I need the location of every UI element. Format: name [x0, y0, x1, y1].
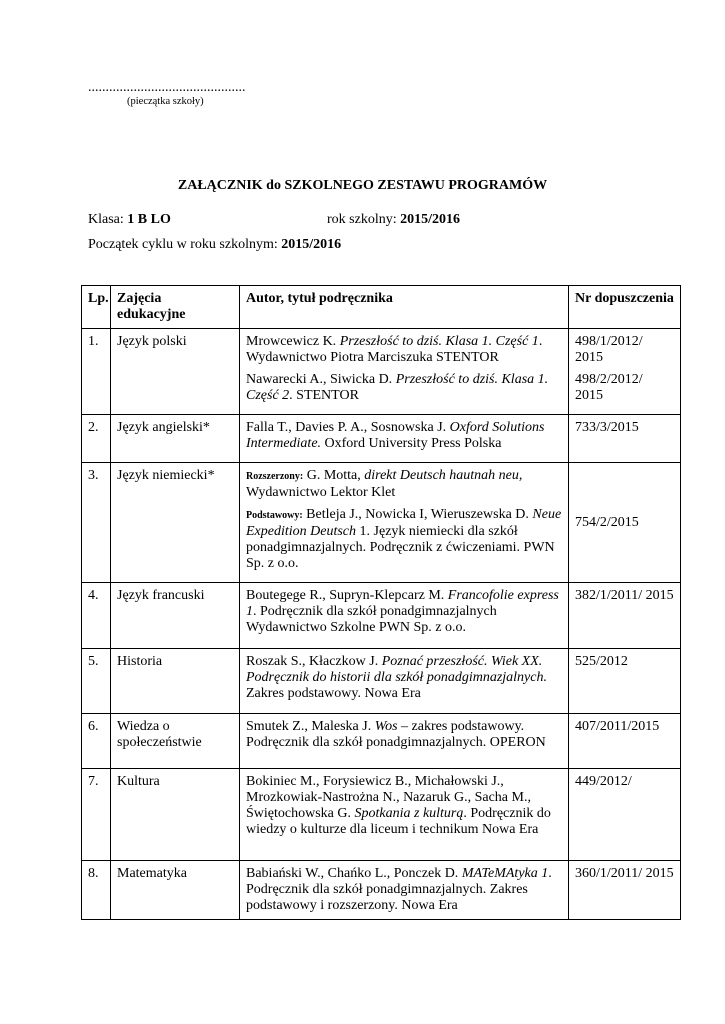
book-author: Smutek Z., Maleska J. — [246, 719, 375, 734]
header-subject: Zajęcia edukacyjne — [111, 286, 240, 329]
approval-number: 498/1/2012/ 2015 — [575, 334, 643, 365]
approval-number: 407/2011/2015 — [575, 719, 660, 734]
book-author: G. Motta, — [303, 468, 365, 483]
textbook-cell — [240, 329, 569, 415]
book-author: Mrowcewicz K. — [246, 334, 340, 349]
book-title: Francofolie express 1 — [246, 588, 559, 619]
approval-number: 525/2012 — [575, 654, 628, 669]
book-publisher: . Podręcznik do wiedzy o kulturze dla liceum i technikum Nowa Era — [246, 806, 551, 837]
cycle-label: Początek cyklu w roku szkolnym: — [88, 237, 278, 252]
class-label: Klasa: — [88, 212, 124, 227]
textbook-entry — [246, 420, 562, 452]
table-row — [82, 714, 681, 769]
book-author: Boutegege R., Supryn-Klepcarz M. — [246, 588, 448, 603]
school-year-value: 2015/2016 — [400, 212, 460, 227]
document-title: ZAŁĄCZNIK do SZKOLNEGO ZESTAWU PROGRAMÓW — [177, 178, 548, 193]
level-prefix: Rozszerzony: — [246, 471, 304, 482]
textbook-cell — [240, 463, 569, 583]
header-number: Nr dopuszczenia — [569, 286, 681, 329]
cycle-line — [88, 237, 341, 253]
header-lp: Lp. — [82, 286, 111, 329]
book-publisher: . Wydawnictwo Piotra Marciszuka STENTOR — [246, 334, 543, 365]
row-number: 7. — [82, 769, 111, 861]
row-number: 1. — [82, 329, 111, 415]
approval-number: 360/1/2011/ 2015 — [575, 866, 674, 881]
book-publisher: . STENTOR — [289, 388, 359, 403]
textbook-cell — [240, 769, 569, 861]
level-prefix: Podstawowy: — [246, 510, 303, 521]
book-title: Przeszłość to dziś. Klasa 1. Część 2 — [246, 372, 549, 403]
book-publisher: Zakres podstawowy. Nowa Era — [246, 686, 421, 701]
approval-number-cell — [569, 415, 681, 463]
class-line — [88, 212, 171, 228]
book-publisher: 1. Język niemiecki dla szkół ponadgimnazjalnych. Podręcznik z ćwiczeniami. PWN Sp. z o.o. — [246, 524, 555, 571]
approval-number: 449/2012/ — [575, 774, 632, 789]
book-author: Babiański W., Chańko L., Ponczek D. — [246, 866, 462, 881]
subject-name: Wiedza o społeczeństwie — [111, 714, 240, 769]
textbook-table — [81, 285, 681, 920]
textbook-entry — [246, 588, 562, 636]
cycle-value: 2015/2016 — [281, 237, 342, 252]
book-publisher: – zakres podstawowy. Podręcznik dla szkół ponadgimnazjalnych. OPERON — [246, 719, 546, 750]
textbook-entry — [246, 774, 562, 838]
approval-number: 382/1/2011/ 2015 — [575, 588, 674, 603]
textbook-entry — [246, 507, 562, 572]
table-body — [82, 329, 681, 920]
book-author: Roszak S., Kłaczkow J. — [246, 654, 382, 669]
book-title: MATeMAtyka 1 — [461, 866, 549, 881]
approval-number-cell — [569, 861, 681, 920]
table-row — [82, 861, 681, 920]
textbook-cell — [240, 714, 569, 769]
subject-name: Matematyka — [111, 861, 240, 920]
textbook-entry — [246, 866, 562, 914]
book-title: direkt Deutsch hautnah neu, — [364, 468, 523, 483]
textbook-entry — [246, 468, 562, 501]
school-year-line — [327, 212, 460, 228]
subject-name: Język polski — [111, 329, 240, 415]
row-number: 2. — [82, 415, 111, 463]
subject-name: Kultura — [111, 769, 240, 861]
stamp-dots: ............................................. — [88, 80, 246, 95]
book-author: Falla T., Davies P. A., Sosnowska J. — [246, 420, 450, 435]
subject-name: Język angielski* — [111, 415, 240, 463]
table-row — [82, 463, 681, 583]
approval-number-cell — [569, 583, 681, 649]
table-row — [82, 329, 681, 415]
approval-number-cell — [569, 463, 681, 583]
row-number: 6. — [82, 714, 111, 769]
textbook-entry — [246, 654, 562, 702]
book-title: Poznać przeszłość. Wiek XX. Podręcznik do historii dla szkół ponadgimnazjalnych. — [246, 654, 547, 685]
subject-name: Język niemiecki* — [111, 463, 240, 583]
book-title: Oxford Solutions Intermediate. — [246, 420, 545, 451]
approval-number: 754/2/2015 — [575, 514, 639, 530]
book-author: Betleja J., Nowicka I, Wieruszewska D. — [302, 507, 533, 522]
subject-name: Historia — [111, 649, 240, 714]
class-value: 1 B LO — [127, 212, 171, 227]
book-publisher: . Podręcznik dla szkół ponadgimnazjalnych. Zakres podstawowy i rozszerzony. Nowa Era — [246, 866, 552, 913]
book-author: Nawarecki A., Siwicka D. — [246, 372, 396, 387]
table-row — [82, 649, 681, 714]
approval-number-cell — [569, 329, 681, 415]
table-row — [82, 583, 681, 649]
textbook-cell — [240, 583, 569, 649]
approval-number-cell — [569, 769, 681, 861]
table-header-row — [82, 286, 681, 329]
row-number: 4. — [82, 583, 111, 649]
book-publisher: . Podręcznik dla szkół ponadgimnazjalnych Wydawnictwo Szkolne PWN Sp. z o.o. — [246, 604, 497, 635]
textbook-entry — [246, 334, 562, 366]
textbook-entry — [246, 372, 562, 404]
table-row — [82, 769, 681, 861]
textbook-cell — [240, 649, 569, 714]
subject-name: Język francuski — [111, 583, 240, 649]
stamp-label: (pieczątka szkoły) — [127, 96, 204, 107]
book-title: Wos — [374, 719, 398, 734]
approval-number: 498/2/2012/ 2015 — [575, 372, 643, 403]
book-publisher: Oxford University Press Polska — [321, 436, 502, 451]
row-number: 3. — [82, 463, 111, 583]
approval-number-cell — [569, 714, 681, 769]
row-number: 8. — [82, 861, 111, 920]
book-title: Spotkania z kulturą — [354, 806, 464, 821]
book-title: Neue Expedition Deutsch — [246, 507, 562, 539]
textbook-entry — [246, 719, 562, 751]
approval-number: 733/3/2015 — [575, 420, 639, 435]
textbook-cell — [240, 861, 569, 920]
textbook-cell — [240, 415, 569, 463]
table-row — [82, 415, 681, 463]
book-publisher: Wydawnictwo Lektor Klet — [246, 485, 396, 500]
school-year-label: rok szkolny: — [327, 212, 397, 227]
row-number: 5. — [82, 649, 111, 714]
approval-number-cell — [569, 649, 681, 714]
book-author: Bokiniec M., Forysiewicz B., Michałowski J., Mrozkowiak-Nastrożna N., Nazaruk G., Sacha M., Świętochowska G. — [246, 774, 531, 821]
book-title: Przeszłość to dziś. Klasa 1. Część 1 — [339, 334, 539, 349]
header-book: Autor, tytuł podręcznika — [240, 286, 569, 329]
